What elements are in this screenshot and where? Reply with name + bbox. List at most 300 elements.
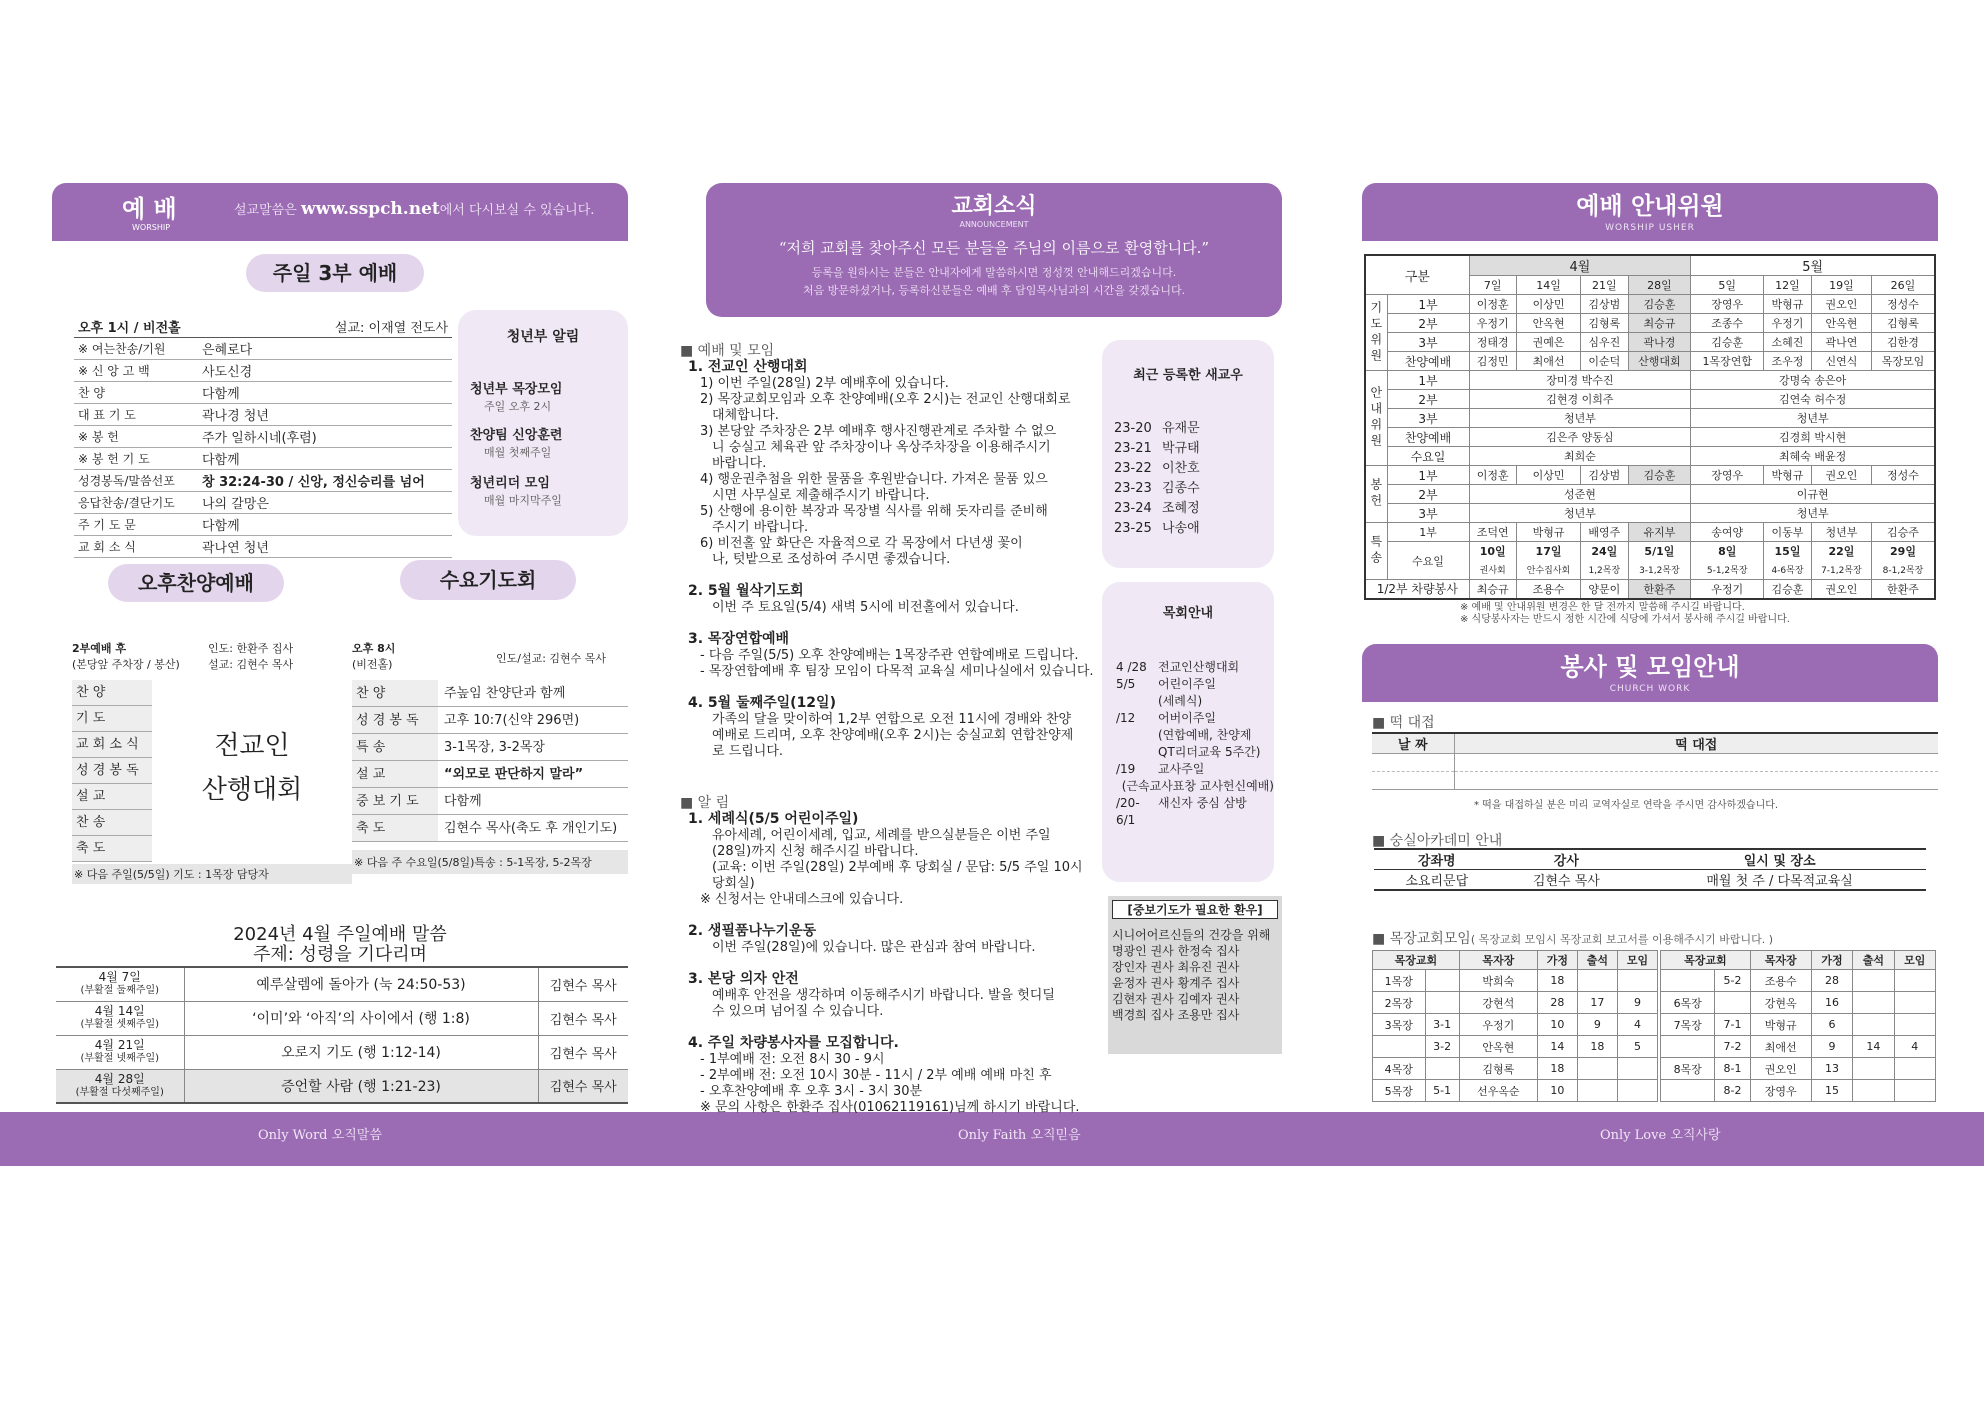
usher-date: 29일 <box>1871 542 1935 561</box>
newcomers-title: 최근 등록한 새교우 <box>1133 368 1243 383</box>
usher-name: 김연숙 허수정 <box>1691 390 1935 409</box>
usher-name: 성준현 <box>1469 485 1691 504</box>
newcomer-row <box>1114 519 1274 539</box>
pastoral-title: 목회안내 <box>1162 606 1214 621</box>
mok-cell: 4 <box>1894 1036 1935 1058</box>
order-value: 나의 갈망은 <box>202 497 269 512</box>
sermon-date <box>56 1069 184 1103</box>
mok-name: 2목장 <box>1373 992 1426 1014</box>
newcomer-row <box>1114 439 1274 459</box>
wed-value: “외모로 판단하지 말라” <box>444 767 584 782</box>
news-item-line: 수 있으며 넘어질 수 있습니다. <box>712 1004 884 1019</box>
newcomer-row <box>1114 419 1274 439</box>
rice-note: * 떡을 대접하실 분은 미리 교역자실로 연락을 주시면 감사하겠습니다. <box>1474 800 1779 811</box>
aft-h2: (본당앞 주차장 / 봉산) <box>72 658 180 671</box>
mok-cell: 14 <box>1853 1036 1894 1058</box>
footer-worship: Only Word 오직말씀 <box>258 1128 382 1143</box>
prayer-line: 김현자 권사 김예자 권사 <box>1112 992 1240 1006</box>
mok-title <box>1372 928 1773 948</box>
news-item-line: 5) 산행에 용이한 복장과 목장별 식사를 위해 돗자리를 준비해 <box>700 504 1048 519</box>
mok-cell: 조용수 <box>1750 970 1811 992</box>
news-item-line: - 2부예배 전: 오전 10시 30분 - 11시 / 2부 예배 예배 마친 후 <box>700 1068 1052 1083</box>
usher-name: 조우정 <box>1764 352 1812 371</box>
news-item-line: 시면 사무실로 제출해주시기 바랍니다. <box>712 488 930 503</box>
pastoral-event: (연합예배, 찬양제 <box>1158 728 1252 742</box>
academy-head: 강사 <box>1553 854 1579 869</box>
newcomer-row <box>1114 459 1274 479</box>
sermon-date-sub: (부활절 넷째주일) <box>80 1053 160 1064</box>
newcomer-no: 23-21 <box>1114 441 1152 456</box>
usher-name: 청년부 <box>1691 409 1935 428</box>
usher-name: 배영주 <box>1581 523 1628 542</box>
mok-name: 7목장 <box>1661 1014 1715 1036</box>
usher-date: 5/1일 <box>1628 542 1691 561</box>
usher-part: 2부 <box>1387 314 1469 333</box>
usher-name: 최애선 <box>1516 352 1580 371</box>
usher-name: 권오인 <box>1811 295 1871 314</box>
news-welcome: “저희 교회를 찾아주신 모든 분들을 주님의 이름으로 환영합니다.” <box>778 239 1210 257</box>
usher-name: 청년부 <box>1469 409 1691 428</box>
sermon-preacher: 김현수 목사 <box>549 978 617 994</box>
newcomer-name: 조혜정 <box>1162 501 1200 516</box>
mok-cell <box>1853 1014 1894 1036</box>
newcomer-no: 23-24 <box>1114 501 1152 516</box>
pastoral-row <box>1116 795 1274 829</box>
usher-name: 박형규 <box>1764 295 1812 314</box>
order-label: 찬 양 <box>78 386 105 400</box>
news-item-line: - 다음 주일(5/5) 오후 찬양예배는 1목장주관 연합예배로 드립니다. <box>700 648 1079 663</box>
mok-cell: 6 <box>1811 1014 1852 1036</box>
wednesday-title: 수요기도회 <box>400 560 576 600</box>
usher-part: 1부 <box>1387 371 1469 390</box>
academy-cell: 소요리문답 <box>1405 874 1469 889</box>
mok-head: 모임 <box>1617 951 1657 970</box>
usher-name: 청년부 <box>1691 504 1935 523</box>
pastoral-date <box>1116 727 1158 744</box>
newcomer-no: 23-20 <box>1114 421 1152 436</box>
youth-detail: 매월 첫째주일 <box>484 446 552 459</box>
news-item-line: 이번 주일(28일)에 있습니다. 많은 관심과 참여 바랍니다. <box>712 940 1036 955</box>
usher-name: 최혜숙 배윤정 <box>1691 447 1935 466</box>
mok-cell <box>1577 1080 1617 1102</box>
news-w2: 등록을 원하시는 분들은 안내자에게 말씀하시면 정성껏 안내해드리겠습니다. <box>811 266 1177 279</box>
usher-name: 곽나경 <box>1628 333 1691 352</box>
youth-item: 찬양팀 신앙훈련 <box>470 428 563 443</box>
mok-cell <box>1894 992 1935 1014</box>
usher-name: 최승규 <box>1469 580 1516 599</box>
wed-row <box>352 788 628 815</box>
mok-name: 4목장 <box>1373 1058 1426 1080</box>
mok-cell: 7-1 <box>1715 1014 1750 1036</box>
mok-cell: 우정기 <box>1459 1014 1537 1036</box>
mok-head: 출석 <box>1853 951 1894 970</box>
news-item-line: ※ 신청서는 안내데스크에 있습니다. <box>700 892 904 907</box>
pastoral-row <box>1116 778 1274 795</box>
usher-name: 조용수 <box>1516 580 1580 599</box>
mok-cell <box>1894 1058 1935 1080</box>
aft-label: 기 도 <box>72 706 152 732</box>
afternoon-title: 오후찬양예배 <box>108 564 284 602</box>
mok-cell: 장영우 <box>1750 1080 1811 1102</box>
usher-name: 우정기 <box>1469 314 1516 333</box>
usher-name: 장미경 박수진 <box>1469 371 1691 390</box>
sermon-title: 오로지 기도 (행 1:12-14) <box>184 1035 538 1069</box>
usher-category: 안내위원 <box>1365 371 1387 466</box>
pastoral-event: 새신자 중심 삼방 <box>1158 796 1247 810</box>
usher-month-5: 5월 <box>1691 255 1935 276</box>
rice-table <box>1372 732 1938 790</box>
usher-part: 2부 <box>1387 485 1469 504</box>
usher-day: 7일 <box>1469 276 1516 295</box>
sermon-date-sub: (부활절 둘째주일) <box>80 985 160 997</box>
academy-head: 강좌명 <box>1417 854 1456 869</box>
mok-cell: 18 <box>1537 1058 1577 1080</box>
usher-name: 소혜진 <box>1764 333 1812 352</box>
order-label: 주 기 도 문 <box>78 518 136 532</box>
mok-cell <box>1617 1058 1657 1080</box>
usher-name: 송여양 <box>1691 523 1764 542</box>
mok-name <box>1661 1080 1715 1102</box>
mok-cell <box>1577 970 1617 992</box>
news-item-line: 4) 행운권추첨을 위한 물품을 후원받습니다. 가져온 물품 있으 <box>700 472 1048 487</box>
usher-name: 김승훈 <box>1628 295 1691 314</box>
usher-day: 21일 <box>1581 276 1628 295</box>
mok-head: 가정 <box>1811 951 1852 970</box>
pastoral-event: (근속교사표창 교사헌신예배) <box>1121 779 1274 793</box>
usher-part: 찬양예배 <box>1387 428 1469 447</box>
academy-title: ■ 숭실아카데미 안내 <box>1372 833 1503 849</box>
mok-right-table <box>1660 950 1936 1102</box>
usher-name: 권오인 <box>1811 466 1871 485</box>
academy-head: 일시 및 장소 <box>1743 854 1816 869</box>
prayer-line: 장인자 권사 최유진 권사 <box>1112 960 1240 974</box>
usher-name: 강명숙 송은아 <box>1691 371 1935 390</box>
usher-name: 조덕연 <box>1469 523 1516 542</box>
newcomer-name: 나송애 <box>1162 521 1200 536</box>
usher-group: 권사회 <box>1469 561 1516 580</box>
pastoral-row <box>1116 676 1274 693</box>
mok-title-text: ■ 목장교회모임 <box>1372 931 1471 947</box>
usher-part: 수요일 <box>1387 447 1469 466</box>
newcomer-row <box>1114 499 1274 519</box>
youth-detail: 매월 마지막주일 <box>484 494 562 507</box>
order-value: 은혜로다 <box>202 343 253 358</box>
usher-name: 김형록 <box>1581 314 1628 333</box>
usher-name: 김현경 이희주 <box>1469 390 1691 409</box>
academy-cell: 김현수 목사 <box>1532 874 1600 889</box>
usher-name: 청년부 <box>1469 504 1691 523</box>
usher-name: 이정훈 <box>1469 295 1516 314</box>
pastoral-date <box>1116 744 1158 761</box>
usher-name: 장영우 <box>1691 295 1764 314</box>
wed-value: 3-1목장, 3-2목장 <box>444 740 545 755</box>
wed-label: 중 보 기 도 <box>352 788 438 814</box>
pastoral-row <box>1116 693 1274 710</box>
pastoral-event: 어린이주일 <box>1158 677 1216 691</box>
usher-name: 정성수 <box>1871 466 1935 485</box>
mok-cell: 최애선 <box>1750 1036 1811 1058</box>
usher-part: 1부 <box>1387 295 1469 314</box>
usher-name: 목장모임 <box>1871 352 1935 371</box>
mok-cell <box>1894 970 1935 992</box>
mok-cell: 5-1 <box>1425 1080 1459 1102</box>
usher-name: 장영우 <box>1691 466 1764 485</box>
news-item-line: 예배로 드리며, 오후 찬양예배(오후 2시)는 숭실교회 연합찬양제 <box>712 728 1074 743</box>
news-item-line: 2) 목장교회모임과 오후 찬양예배(오후 2시)는 전교인 산행대회로 <box>700 392 1071 407</box>
academy-cell: 매월 첫 주 / 다목적교육실 <box>1706 874 1853 889</box>
aft-label: 축 도 <box>72 836 152 862</box>
worship-url[interactable]: www.sspch.net <box>300 199 440 219</box>
news-sec2: ■ 알 림 <box>680 795 730 811</box>
mok-cell <box>1617 970 1657 992</box>
mok-left-table <box>1372 950 1658 1102</box>
mok-name <box>1661 970 1715 992</box>
pastoral-box <box>1102 582 1274 882</box>
mok-cell: 18 <box>1577 1036 1617 1058</box>
pastoral-event: (세례식) <box>1158 694 1203 708</box>
usher-name: 김승주 <box>1871 523 1935 542</box>
usher-name: 박형규 <box>1516 523 1580 542</box>
sermon-title: ‘이미’와 ‘아직’의 사이에서 (행 1:8) <box>184 1001 538 1035</box>
mok-cell: 권오인 <box>1750 1058 1811 1080</box>
usher-name: 산행대회 <box>1628 352 1691 371</box>
usher-group: 1,2목장 <box>1581 561 1628 580</box>
mok-cell: 8-1 <box>1715 1058 1750 1080</box>
wed-h2: (비전홀) <box>352 658 393 671</box>
newcomer-no: 23-22 <box>1114 461 1152 476</box>
order-label: 교 회 소 식 <box>78 540 136 554</box>
mok-cell: 18 <box>1537 970 1577 992</box>
usher-name: 박형규 <box>1764 466 1812 485</box>
prayer-title: [중보기도가 필요한 환우] <box>1112 900 1278 919</box>
aft-note: ※ 다음 주일(5/5일) 기도 : 1목장 담당자 <box>72 864 352 884</box>
mok-head: 목장교회 <box>1373 951 1460 970</box>
mok-cell: 7-2 <box>1715 1036 1750 1058</box>
footer-love: Only Love 오직사랑 <box>1600 1128 1721 1143</box>
sermon-title: 증언할 사람 (행 1:21-23) <box>184 1069 538 1103</box>
usher-name: 한환주 <box>1871 580 1935 599</box>
news-item-line: 3) 본당앞 주차장은 2부 예배후 행사진행관계로 주차할 수 없으 <box>700 424 1057 439</box>
news-item-line: 주시기 바랍니다. <box>712 520 809 535</box>
order-label: ※ 봉 헌 기 도 <box>78 452 150 466</box>
usher-note2: ※ 식당봉사자는 반드시 정한 시간에 식당에 가셔서 봉사해 주시길 바랍니다. <box>1460 614 1790 625</box>
news-item-line: - 목장연합예배 후 팀장 모임이 다목적 교육실 세미나실에서 있습니다. <box>700 664 1094 679</box>
pastoral-event: QT리더교육 5주간) <box>1158 745 1261 759</box>
usher-name: 김은주 양동심 <box>1469 428 1691 447</box>
sunday-head-right: 설교: 이재열 전도사 <box>334 321 448 336</box>
news-item-line: 6) 비전홀 앞 화단은 자율적으로 각 목장에서 다년생 꽃이 <box>700 536 1023 551</box>
usher-part: 수요일 <box>1387 542 1469 580</box>
pastoral-date: /12 <box>1116 711 1136 725</box>
wed-label: 성 경 봉 독 <box>352 707 438 733</box>
mok-cell: 박희숙 <box>1459 970 1537 992</box>
academy-table <box>1374 848 1926 891</box>
news-item-line: - 오후찬양예배 후 오후 3시 - 3시 30분 <box>700 1084 923 1099</box>
mok-cell: 8-2 <box>1715 1080 1750 1102</box>
aft-center-1: 전교인 <box>214 731 290 761</box>
sunday-order-table <box>74 316 452 558</box>
usher-name: 최희순 <box>1469 447 1691 466</box>
mok-cell: 13 <box>1811 1058 1852 1080</box>
usher-name: 이동부 <box>1764 523 1812 542</box>
prayer-box <box>1108 896 1282 1054</box>
prayer-line: 윤정자 권사 황계주 집사 <box>1112 976 1240 990</box>
usher-name: 권예은 <box>1516 333 1580 352</box>
order-label: ※ 여는찬송/기원 <box>78 342 166 356</box>
youth-item: 청년부 목장모임 <box>470 382 563 397</box>
wed-label: 설 교 <box>352 761 438 787</box>
wed-row <box>352 815 628 842</box>
news-w3: 처음 방문하셨거나, 등록하신분들은 예배 후 담임목사님과의 시간을 갖겠습니다. <box>802 284 1186 297</box>
sermon-date <box>56 967 184 1001</box>
usher-date: 22일 <box>1811 542 1871 561</box>
usher-name: 이정훈 <box>1469 466 1516 485</box>
order-label: ※ 신 앙 고 백 <box>78 364 150 378</box>
mok-cell <box>1425 1058 1459 1080</box>
news-item-heading: 1. 세례식(5/5 어린이주일) <box>688 811 859 827</box>
order-value: 곽나연 청년 <box>202 541 269 556</box>
usher-name: 김경희 박시현 <box>1691 428 1935 447</box>
aft-label: 찬 송 <box>72 810 152 836</box>
usher-name: 우정기 <box>1764 314 1812 333</box>
mok-head: 목장교회 <box>1661 951 1751 970</box>
sermon-date <box>56 1035 184 1069</box>
news-item-heading: 4. 5월 둘째주일(12일) <box>688 695 836 711</box>
newcomer-name: 박규태 <box>1162 441 1200 456</box>
usher-note1: ※ 예배 및 안내위원 변경은 한 달 전까지 말씀해 주시길 바랍니다. <box>1460 602 1745 613</box>
wed-label: 찬 양 <box>352 680 438 706</box>
news-item-line: (교육: 이번 주일(28일) 2부예배 후 당회실 / 문답: 5/5 주일 10시 당회실) <box>712 860 1083 891</box>
mok-name <box>1661 1036 1715 1058</box>
mok-cell: 17 <box>1577 992 1617 1014</box>
usher-part: 3부 <box>1387 504 1469 523</box>
newcomer-no: 23-23 <box>1114 481 1152 496</box>
usher-name: 김상범 <box>1581 295 1628 314</box>
usher-date: 15일 <box>1764 542 1812 561</box>
service-sub: CHURCH WORK <box>1609 684 1691 694</box>
usher-day: 5일 <box>1691 276 1764 295</box>
mok-cell: 10 <box>1537 1080 1577 1102</box>
usher-group: 4-6목장 <box>1764 561 1812 580</box>
news-item-heading: 4. 주일 차량봉사자를 모집합니다. <box>688 1035 899 1051</box>
prayer-line: 시니어어르신들의 건강을 위해 <box>1112 928 1271 942</box>
order-value: 다함께 <box>202 453 240 468</box>
news-item-line: 가족의 달을 맞이하여 1,2부 연합으로 오전 11시에 경배와 찬양 <box>712 712 1072 727</box>
usher-sub: WORSHIP USHER <box>1605 223 1695 233</box>
usher-part: 3부 <box>1387 409 1469 428</box>
mok-head: 목자장 <box>1750 951 1811 970</box>
mok-cell <box>1853 1080 1894 1102</box>
usher-header <box>1362 183 1938 241</box>
usher-name: 유지부 <box>1628 523 1691 542</box>
mok-name: 3목장 <box>1373 1014 1426 1036</box>
news-item-line: 바랍니다. <box>712 456 767 471</box>
sunday-title: 주일 3부 예배 <box>246 254 424 292</box>
usher-name: 김정민 <box>1469 352 1516 371</box>
newcomer-no: 23-25 <box>1114 521 1152 536</box>
pastoral-date: 5/5 <box>1116 677 1136 691</box>
sermon-date-sub: (부활절 셋째주일) <box>80 1019 160 1030</box>
news-item-heading: 3. 본당 의자 안전 <box>688 971 799 987</box>
mok-cell: 4 <box>1617 1014 1657 1036</box>
mok-cell: 10 <box>1537 1014 1577 1036</box>
newcomers-box <box>1102 340 1274 568</box>
wed-value: 김현수 목사(축도 후 개인기도) <box>444 821 618 836</box>
news-item-heading: 1. 전교인 산행대회 <box>688 359 808 375</box>
mok-cell: 5-2 <box>1715 970 1750 992</box>
mok-cell <box>1853 992 1894 1014</box>
usher-name: 김한경 <box>1871 333 1935 352</box>
usher-name: 안옥현 <box>1516 314 1580 333</box>
newcomer-name: 이찬호 <box>1162 461 1200 476</box>
usher-part: 2부 <box>1387 390 1469 409</box>
usher-name: 김형록 <box>1871 314 1935 333</box>
usher-name: 김승훈 <box>1764 580 1812 599</box>
pastoral-row <box>1116 710 1274 727</box>
order-value: 곽나경 청년 <box>202 409 269 424</box>
wed-note: ※ 다음 주 수요일(5/8일)특송 : 5-1목장, 5-2목장 <box>352 850 628 874</box>
mok-cell <box>1853 1058 1894 1080</box>
news-item-line: 나, 텃밭으로 조성하여 주시면 좋겠습니다. <box>712 552 951 567</box>
mok-cell: 김형록 <box>1459 1058 1537 1080</box>
usher-name: 청년부 <box>1811 523 1871 542</box>
sunday-head-left: 오후 1시 / 비전홀 <box>78 321 181 336</box>
usher-name: 심우진 <box>1581 333 1628 352</box>
worship-sub: WORSHIP <box>132 223 171 232</box>
mok-cell <box>1853 970 1894 992</box>
youth-item: 청년리더 모임 <box>470 476 550 491</box>
news-item-line: 이번 주 토요일(5/4) 새벽 5시에 비전홀에서 있습니다. <box>712 600 1019 615</box>
pastoral-date: /19 <box>1116 762 1136 776</box>
mok-cell: 9 <box>1811 1036 1852 1058</box>
rice-h2: 떡 대접 <box>1454 733 1938 754</box>
usher-name: 권오인 <box>1811 580 1871 599</box>
news-item-heading: 2. 5월 월삭기도회 <box>688 583 804 599</box>
mok-cell <box>1715 992 1750 1014</box>
usher-group: 3-1,2목장 <box>1628 561 1691 580</box>
aft-label: 찬 양 <box>72 680 152 706</box>
wed-h1: 오후 8시 <box>352 642 396 655</box>
news-item-line: - 1부예배 전: 오전 8시 30 - 9시 <box>700 1052 885 1067</box>
usher-gubun: 구분 <box>1365 255 1469 295</box>
mok-cell <box>1425 970 1459 992</box>
news-item-line: (28일)까지 신청 해주시길 바랍니다. <box>712 844 919 859</box>
usher-name: 양문이 <box>1581 580 1628 599</box>
usher-day: 19일 <box>1811 276 1871 295</box>
mok-note: ( 목장교회 모임시 목장교회 보고서를 이용해주시기 바랍니다. ) <box>1470 933 1774 946</box>
worship-note-pre: 설교말씀은 <box>234 203 301 218</box>
mok-cell: 강현옥 <box>1750 992 1811 1014</box>
order-value: 창 32:24-30 / 신앙, 정신승리를 넘어 <box>202 475 425 490</box>
afternoon-block <box>72 638 352 880</box>
usher-day: 28일 <box>1628 276 1691 295</box>
news-item-line: ※ 문의 사항은 한환주 집사(01062119161)님께 하시기 바랍니다. <box>700 1100 1080 1115</box>
order-value: 다함께 <box>202 519 240 534</box>
sermon-date-main: 4월 21일 <box>94 1038 145 1052</box>
mok-name: 1목장 <box>1373 970 1426 992</box>
wed-row <box>352 707 628 734</box>
sermon-title: 예루살렘에 돌아가 (눅 24:50-53) <box>184 967 538 1001</box>
usher-day: 26일 <box>1871 276 1935 295</box>
pastoral-date: 4 /28 <box>1116 660 1147 674</box>
news-item-line: 니 숭실고 체육관 앞 주차장이나 옥상주차장을 이용해주시기 <box>712 440 1051 455</box>
news-item-heading: 2. 생필품나누기운동 <box>688 923 817 939</box>
pastoral-event: 어버이주일 <box>1158 711 1216 725</box>
mok-head: 모임 <box>1894 951 1935 970</box>
sermons-title: 2024년 4월 주일예배 말씀 <box>233 924 447 945</box>
usher-table <box>1364 254 1936 600</box>
mok-cell: 9 <box>1617 992 1657 1014</box>
